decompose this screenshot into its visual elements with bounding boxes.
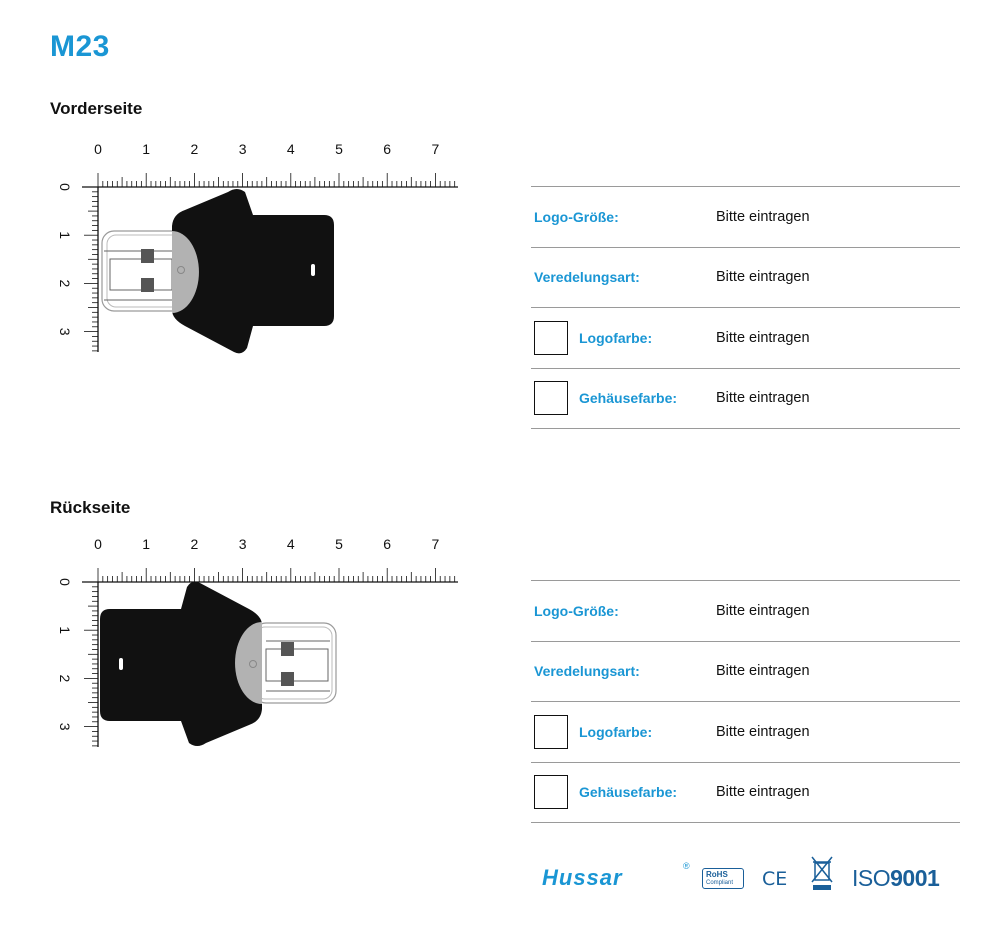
front-ruler-svg <box>40 130 480 370</box>
brand-logo: Hussar <box>542 865 623 890</box>
back-ruler-x <box>82 536 458 582</box>
housing-color-label: Gehäusefarbe: <box>579 784 678 801</box>
front-drawing <box>40 130 480 370</box>
back-form <box>531 580 960 823</box>
ruler-x-label: 1 <box>142 536 151 552</box>
ruler-x-label: 6 <box>383 141 392 157</box>
finishing-value[interactable]: Bitte eintragen <box>716 269 810 286</box>
ruler-x-label: 4 <box>286 141 295 157</box>
ce-mark-icon: CE <box>762 868 788 890</box>
usb-body <box>172 189 334 353</box>
ruler-y-label: 3 <box>57 722 73 731</box>
ruler-y-label: 1 <box>57 231 73 240</box>
form-row-logo-size <box>531 581 960 642</box>
finishing-value[interactable]: Bitte eintragen <box>716 663 810 680</box>
front-form <box>531 186 960 429</box>
ruler-y-label: 0 <box>57 183 73 191</box>
housing-color-label: Gehäusefarbe: <box>579 390 678 407</box>
ruler-x-label: 1 <box>142 141 151 157</box>
front-ruler-x <box>82 141 458 187</box>
ruler-x-label: 3 <box>238 536 247 552</box>
ruler-y-label: 2 <box>57 674 73 683</box>
certification-footer <box>540 853 950 903</box>
logo-color-label: Logofarbe: <box>579 329 653 346</box>
logo-size-label: Logo-Größe: <box>534 602 619 619</box>
usb-connector-icon <box>254 623 336 703</box>
logo-color-value[interactable]: Bitte eintragen <box>716 329 810 346</box>
logo-size-value[interactable]: Bitte eintragen <box>716 602 810 619</box>
housing-color-value[interactable]: Bitte eintragen <box>716 784 810 801</box>
housing-color-swatch[interactable] <box>534 381 568 415</box>
form-row-logo-size <box>531 187 960 248</box>
back-ruler-svg <box>40 525 480 765</box>
weee-bin-icon <box>811 855 833 891</box>
iso-prefix: ISO <box>852 865 891 891</box>
logo-color-label: Logofarbe: <box>579 723 653 740</box>
logo-color-value[interactable]: Bitte eintragen <box>716 723 810 740</box>
ruler-x-label: 6 <box>383 536 392 552</box>
finishing-label: Veredelungsart: <box>534 663 640 680</box>
form-row-finishing <box>531 248 960 309</box>
back-drawing <box>40 525 480 765</box>
ruler-x-label: 0 <box>94 141 102 157</box>
form-row-logo-color <box>531 702 960 763</box>
form-row-logo-color <box>531 308 960 369</box>
logo-size-label: Logo-Größe: <box>534 208 619 225</box>
ruler-x-label: 5 <box>335 141 343 157</box>
ruler-x-label: 5 <box>335 536 343 552</box>
front-ruler-y <box>57 183 98 352</box>
ruler-x-label: 0 <box>94 536 102 552</box>
ruler-y-label: 3 <box>57 327 73 336</box>
ruler-x-label: 2 <box>190 536 199 552</box>
ruler-x-label: 7 <box>431 141 440 157</box>
usb-body <box>100 582 262 746</box>
model-title: M23 <box>50 30 110 63</box>
back-ruler-y <box>57 578 98 747</box>
front-heading: Vorderseite <box>50 99 143 118</box>
logo-color-swatch[interactable] <box>534 321 568 355</box>
form-row-housing-color <box>531 763 960 824</box>
ruler-x-label: 2 <box>190 141 199 157</box>
logo-size-value[interactable]: Bitte eintragen <box>716 208 810 225</box>
ruler-x-label: 4 <box>286 536 295 552</box>
housing-color-swatch[interactable] <box>534 775 568 809</box>
housing-color-value[interactable]: Bitte eintragen <box>716 390 810 407</box>
ruler-y-label: 2 <box>57 279 73 288</box>
ruler-y-label: 1 <box>57 626 73 635</box>
ruler-x-label: 7 <box>431 536 440 552</box>
form-row-housing-color <box>531 369 960 430</box>
form-row-finishing <box>531 642 960 703</box>
iso-number: 9001 <box>890 865 940 891</box>
back-heading: Rückseite <box>50 498 131 517</box>
logo-color-swatch[interactable] <box>534 715 568 749</box>
rohs-sub: Compliant <box>706 880 734 886</box>
rohs-title: RoHS <box>706 870 728 879</box>
ruler-y-label: 0 <box>57 578 73 586</box>
ruler-x-label: 3 <box>238 141 247 157</box>
rohs-icon <box>702 868 744 889</box>
finishing-label: Veredelungsart: <box>534 269 640 286</box>
iso-logo <box>852 865 939 892</box>
registered-mark: ® <box>683 861 690 871</box>
